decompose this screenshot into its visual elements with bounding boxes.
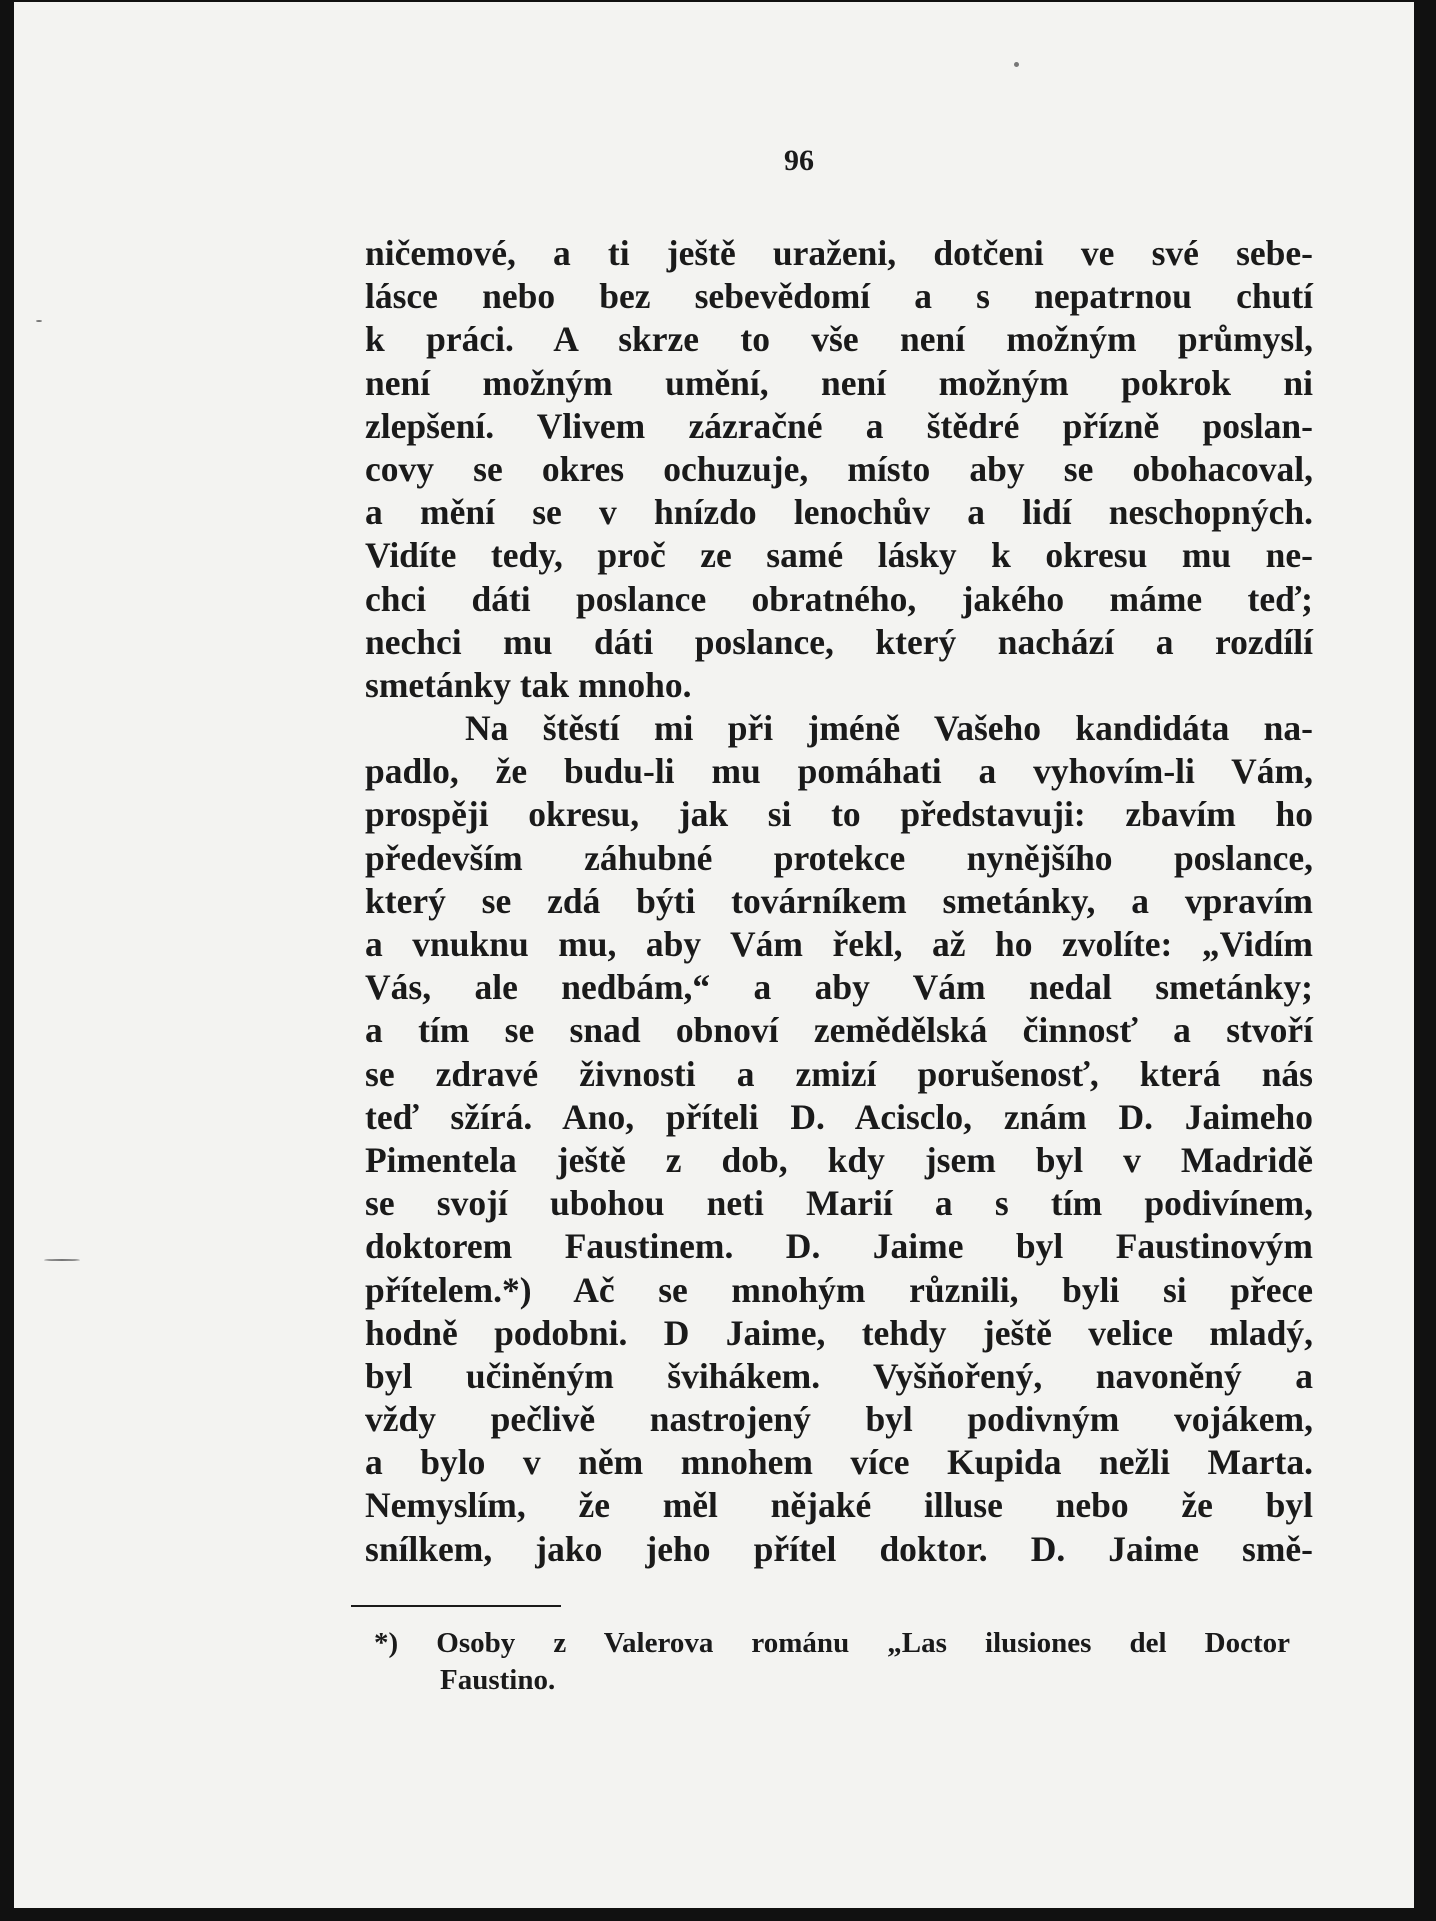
paragraph-2 — [365, 707, 1313, 1571]
text-line: covy se okres ochuzuje, místo aby se obohacoval, — [365, 448, 1313, 489]
text-line: se svojí ubohou neti Marií a s tím podivínem, — [365, 1183, 1313, 1224]
text-line: Vidíte tedy, proč ze samé lásky k okresu mu ne- — [365, 535, 1313, 576]
text-line: se zdravé živnosti a zmizí porušenosť, která nás — [365, 1053, 1313, 1094]
text-line: zlepšení. Vlivem zázračné a štědré přízně poslan- — [365, 405, 1313, 446]
text-line: a tím se snad obnoví zemědělská činnosť a stvoří — [365, 1010, 1313, 1051]
paragraph-1 — [365, 232, 1313, 707]
text-line: a bylo v něm mnohem více Kupida nežli Marta. — [365, 1442, 1313, 1483]
footnote-line: *) Osoby z Valerova románu „Las ilusiones del Doctor — [374, 1627, 1290, 1659]
text-line: a mění se v hnízdo lenochův a lidí neschopných. — [365, 492, 1313, 533]
text-line: doktorem Faustinem. D. Jaime byl Faustinovým — [365, 1226, 1313, 1267]
text-line: přítelem.*) Ač se mnohým různili, byli si přece — [365, 1269, 1313, 1310]
text-line: nechci mu dáti poslance, který nachází a rozdílí — [365, 621, 1313, 662]
footnote — [374, 1625, 1290, 1699]
text-line: Pimentela ještě z dob, kdy jsem byl v Madridě — [365, 1139, 1313, 1180]
text-line: k práci. A skrze to vše není možným průmysl, — [365, 319, 1313, 360]
book-page — [14, 2, 1414, 1908]
text-line: Na štěstí mi při jméně Vašeho kandidáta na- — [465, 708, 1313, 749]
text-line: snílkem, jako jeho přítel doktor. D. Jaime smě- — [365, 1528, 1313, 1569]
text-line: především záhubné protekce nynějšího poslance, — [365, 837, 1313, 878]
paper-speck — [1014, 62, 1019, 67]
page-number: 96 — [784, 144, 814, 177]
footnote-line: Faustino. — [440, 1664, 556, 1696]
text-line: ničemové, a ti ještě uraženi, dotčeni ve své sebe- — [365, 233, 1313, 273]
text-line: byl učiněným švihákem. Vyšňořený, navoněný a — [365, 1355, 1313, 1396]
paper-speck — [44, 1259, 80, 1261]
text-line: Vás, ale nedbám,“ a aby Vám nedal smetánky; — [365, 967, 1313, 1008]
text-line: smetánky tak mnoho. — [365, 664, 692, 705]
text-line: padlo, že budu-li mu pomáhati a vyhovím-li Vám, — [365, 751, 1313, 792]
text-line: vždy pečlivě nastrojený byl podivným vojákem, — [365, 1399, 1313, 1440]
text-line: teď sžírá. Ano, příteli D. Acisclo, znám D. Jaimeho — [365, 1096, 1313, 1137]
footnote-rule — [351, 1605, 561, 1607]
text-line: prospěji okresu, jak si to představuji: zbavím ho — [365, 794, 1313, 835]
text-line: Nemyslím, že měl nějaké illuse nebo že byl — [365, 1485, 1313, 1526]
text-line: lásce nebo bez sebevědomí a s nepatrnou chutí — [365, 276, 1313, 317]
text-line: není možným umění, není možným pokrok ni — [365, 362, 1313, 403]
body-text — [365, 232, 1313, 1571]
text-line: chci dáti poslance obratného, jakého máme teď; — [365, 578, 1313, 619]
text-line: a vnuknu mu, aby Vám řekl, až ho zvolíte: „Vidím — [365, 924, 1313, 964]
paper-speck — [36, 320, 42, 322]
text-line: který se zdá býti továrníkem smetánky, a vpravím — [365, 880, 1313, 921]
text-line: hodně podobni. D Jaime, tehdy ještě velice mladý, — [365, 1312, 1313, 1353]
